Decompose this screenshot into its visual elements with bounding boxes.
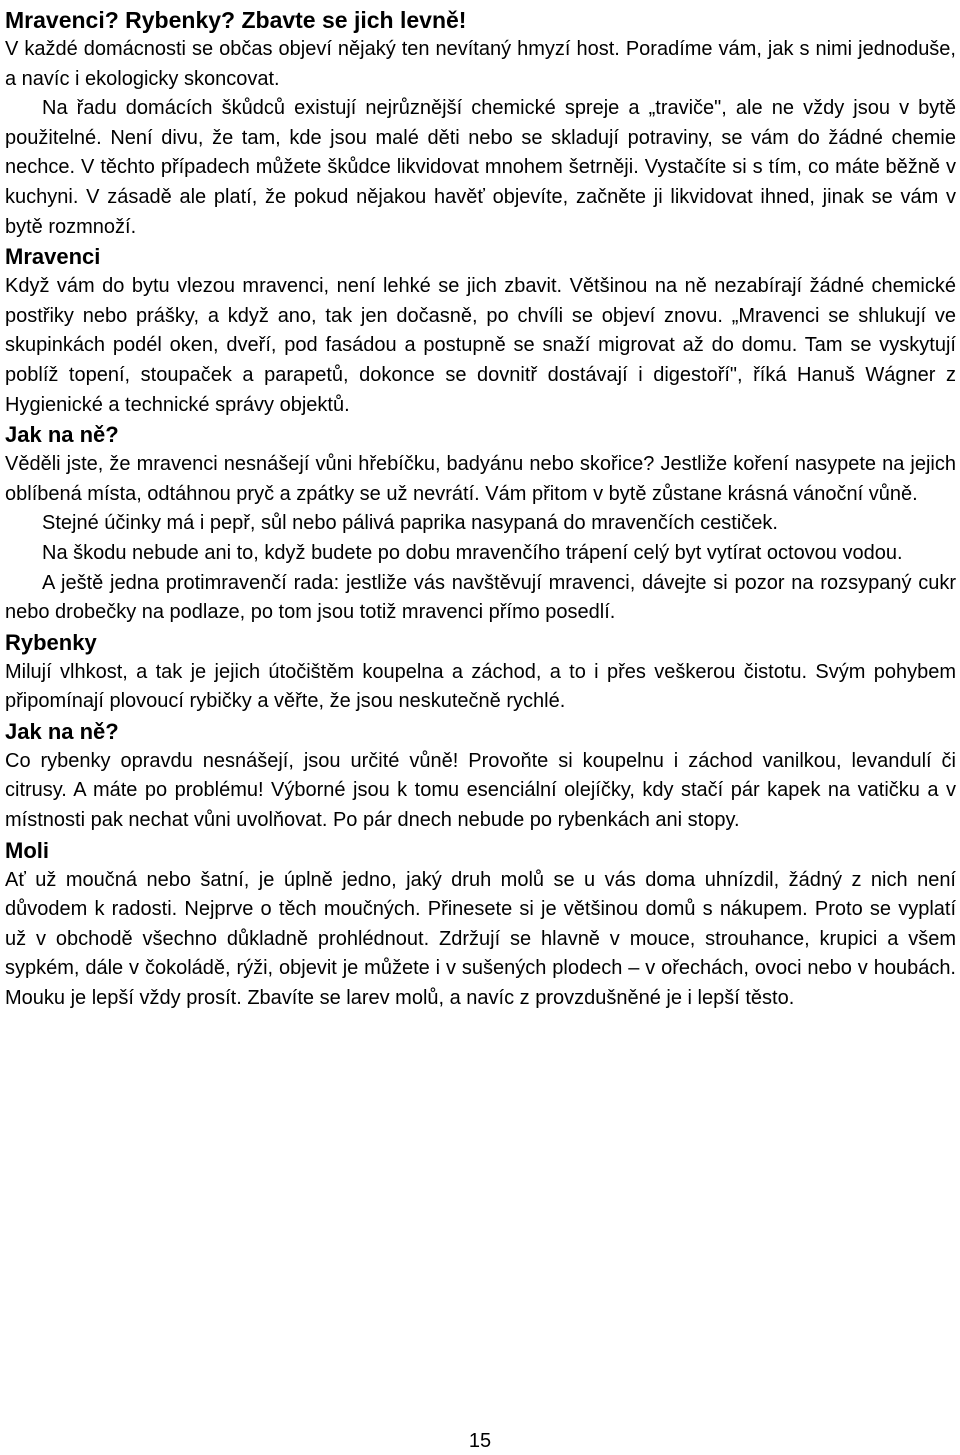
mravenci-tip: Na škodu nebude ani to, když budete po dobu mravenčího trápení celý byt vytírat octovou vodou. bbox=[42, 541, 903, 564]
intro-paragraph: V každé domácnosti se občas objeví nějaký ten nevítaný hmyzí host. Poradíme vám, jak s nimi jednoduše, a navíc i ekologicky skoncovat. bbox=[5, 38, 956, 90]
section-heading-mravenci: Mravenci bbox=[5, 244, 101, 270]
intro-paragraph: Na řadu domácích škůdců existují nejrůznější chemické spreje a „traviče", ale ne vždy jsou v bytě použitelné. Není divu, že tam, kde jsou malé děti nebo se skladují potraviny, se vám do žádné chemie nechce. V těchto případech můžete škůdce likvidovat mnohem šetrněji. Vystačíte si s tím, co máte běžně v kuchyni. V zásadě ale platí, že pokud nějakou havěť objevíte, začněte ji likvidovat ihned, jinak se vám v bytě rozmnoží. bbox=[5, 97, 956, 238]
rybenky-paragraph: Milují vlhkost, a tak je jejich útočištěm koupelna a záchod, a to i přes veškerou čistotu. Svým pohybem připomínají plovoucí rybičky a věřte, že jsou neskutečně rychlé. bbox=[5, 660, 956, 713]
moli-paragraph: Ať už moučná nebo šatní, je úplně jedno, jaký druh molů se u vás doma uhnízdil, žádný z nich není důvodem k radosti. Nejprve o těch moučných. Přinesete si je většinou domů s nákupem. Proto se vyplatí už v obchodě všechno důkladně prohlédnout. Zdržují se hlavně v mouce, strouhance, krupici a všem sypkém, dále v čokoládě, rýži, objevit je můžete i v sušených plodech – v ořechách, ovoci nebo v houbách. Mouku je lepší vždy prosít. Zbavíte se larev molů, a navíc z provzdušněné je i lepší těsto. bbox=[5, 868, 956, 1010]
subheading-jak-na-ne: Jak na ně? bbox=[5, 422, 119, 448]
rybenky-tip: Co rybenky opravdu nesnášejí, jsou určité vůně! Provoňte si koupelnu i záchod vanilkou, levandulí či citrusy. A máte po problému! Výborné jsou k tomu esenciální olejíčky, kdy stačí pár kapek na vatičku a v místnosti pak nechat vůni uvolňovat. Po pár dnech nebude po rybenkách ani stopy. bbox=[5, 749, 956, 832]
mravenci-tip: Věděli jste, že mravenci nesnášejí vůni hřebíčku, badyánu nebo skořice? Jestliže koření nasypete na jejich oblíbená místa, odtáhnou pryč a zpátky se už nevrátí. Vám přitom v bytě zůstane krásná vánoční vůně. bbox=[5, 453, 956, 505]
mravenci-paragraph: Když vám do bytu vlezou mravenci, není lehké se jich zbavit. Většinou na ně nezabírají žádné chemické postřiky nebo prášky, a když ano, tak jen dočasně, po chvíli se objeví znovu. „Mravenci se shlukují ve skupinkách podél oken, dveří, pod fasádou a postupně se snaží migrovat až do domu. Tam se vyskytují poblíž topení, stoupaček a parapetů, dokonce se dovnitř dostávají i digestoří", říká Hanuš Wágner z Hygienické a technické správy objektů. bbox=[5, 275, 956, 416]
mravenci-tip: Stejné účinky má i pepř, sůl nebo pálivá paprika nasypaná do mravenčích cestiček. bbox=[42, 512, 778, 535]
page-title: Mravenci? Rybenky? Zbavte se jich levně! bbox=[5, 7, 467, 33]
page-number: 15 bbox=[468, 1430, 492, 1452]
section-heading-moli: Moli bbox=[5, 837, 49, 863]
section-heading-rybenky: Rybenky bbox=[5, 629, 97, 655]
document-page bbox=[5, 0, 956, 1014]
subheading-jak-na-ne: Jak na ně? bbox=[5, 718, 119, 744]
mravenci-tip: A ještě jedna protimravenčí rada: jestliže vás navštěvují mravenci, dávejte si pozor na rozsypaný cukr nebo drobečky na podlaze, po tom jsou totiž mravenci přímo posedlí. bbox=[5, 571, 956, 624]
